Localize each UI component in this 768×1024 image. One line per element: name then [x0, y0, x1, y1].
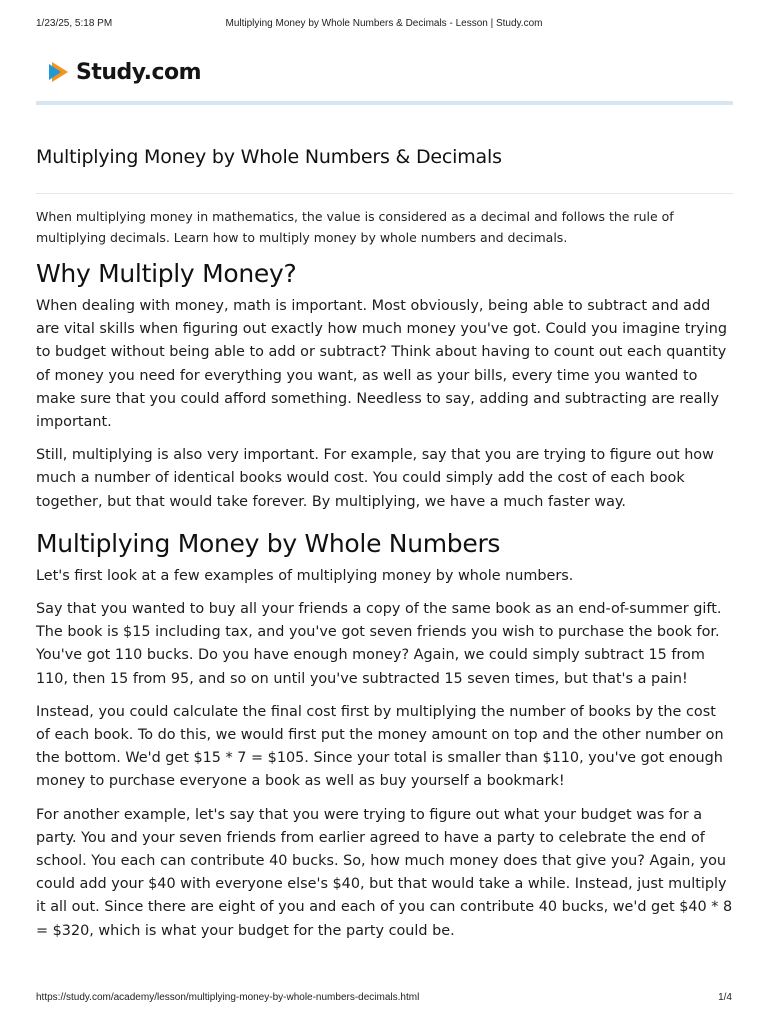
paragraph: When dealing with money, math is important. Most obviously, being able to subtract and add are vital skills when figuring out exactly how much money you've got. Could you imagine trying to budget without being able to add or subtract? Think about having to count out each quantity of money you need for everything you want, as well as your bills, every time you wanted to make sure that you could afford something. Needless to say, adding and subtracting are really important.	[36, 298, 728, 431]
title-divider	[36, 193, 733, 194]
paragraph: Say that you wanted to buy all your friends a copy of the same book as an end-of-summer gift. The book is $15 including tax, and you've got seven friends you wish to purchase the book for. You've got 110 bucks. Do you have enough money? Again, we could simply subtract 15 from 110, then 15 from 95, and so on until you've subtracted 15 seven times, but that's a pain!	[36, 601, 722, 687]
page-number: 1/4	[718, 992, 732, 1003]
paragraph: Let's first look at a few examples of multiplying money by whole numbers.	[36, 567, 574, 584]
header-divider	[36, 101, 733, 105]
study-com-play-icon	[46, 59, 72, 85]
section-heading-why-multiply-money: Why Multiply Money?	[36, 259, 297, 288]
paragraph: For another example, let's say that you were trying to figure out what your budget was for a party. You and your seven friends from earlier agreed to have a party to celebrate the end of school. You each can contribute 40 bucks. So, how much money does that give you? Again, you could add your $40 with everyone else's $40, but that would take a while. Instead, just multiply it all out. Since there are eight of you and each of you can contribute 40 bucks, we'd get $40 * 8 = $320, which is what your budget for the party could be.	[36, 806, 733, 939]
lesson-content	[36, 206, 733, 953]
print-document-title: Multiplying Money by Whole Numbers & Decimals - Lesson | Study.com	[225, 18, 543, 29]
section-heading-multiplying-by-whole-numbers: Multiplying Money by Whole Numbers	[36, 528, 501, 558]
print-header	[36, 18, 732, 32]
logo-text: Study.com	[76, 59, 202, 85]
paragraph: Instead, you could calculate the final cost first by multiplying the number of books by the cost of each book. To do this, we would first put the money amount on top and the other number on the bottom. We'd get $15 * 7 = $105. Since your total is smaller than $110, you've got enough money to purchase everyone a book as well as buy yourself a bookmark!	[36, 703, 724, 790]
study-com-logo[interactable]	[46, 56, 201, 88]
lesson-summary: When multiplying money in mathematics, the value is considered as a decimal and follows the rule of multiplying decimals. Learn how to multiply money by whole numbers and decimals.	[36, 209, 674, 245]
print-url: https://study.com/academy/lesson/multiplying-money-by-whole-numbers-decimals.html	[36, 992, 420, 1003]
page-title: Multiplying Money by Whole Numbers & Decimals	[36, 146, 502, 168]
print-date: 1/23/25, 5:18 PM	[36, 18, 113, 29]
print-footer	[36, 992, 732, 1006]
paragraph: Still, multiplying is also very important. For example, say that you are trying to figure out how much a number of identical books would cost. You could simply add the cost of each book together, but that would take forever. By multiplying, we have a much faster way.	[36, 447, 714, 510]
